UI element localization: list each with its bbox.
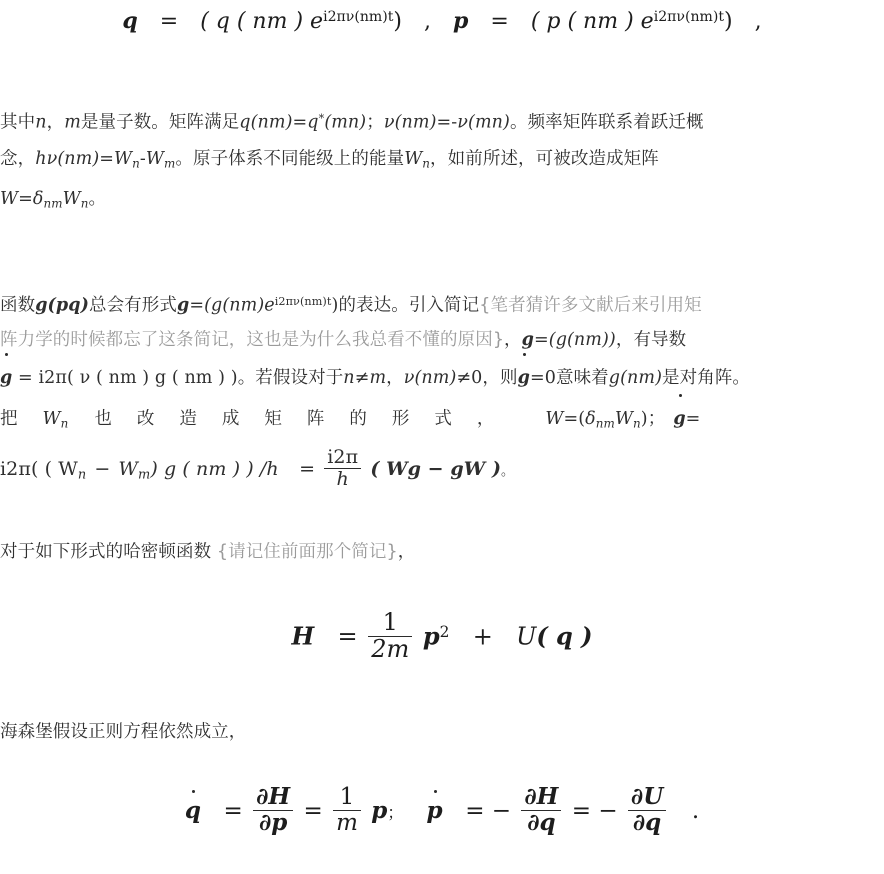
canonical-period: . <box>691 797 700 824</box>
p2l3-g2: g <box>608 368 621 388</box>
p2l3-text-a: 若假设对于 <box>255 368 344 388</box>
q-dot-symbol: q <box>184 796 201 824</box>
p1l3-W2: W <box>62 189 81 209</box>
canonical-one-over-m-fraction <box>333 785 361 836</box>
paragraph-2-line-2 <box>0 321 884 359</box>
p2-g2: g <box>176 295 190 316</box>
p2l3-equals: = <box>18 368 33 388</box>
p2l4-text-a: 把 <box>0 409 43 429</box>
equation-comma: , <box>424 9 431 34</box>
p2-equals: = <box>189 295 205 316</box>
hamiltonian-equals: = <box>337 622 358 651</box>
p3-note: {请记住前面那个简记} <box>216 542 398 562</box>
p2l3-g2-arg: (nm) <box>620 368 663 388</box>
p1-nu-2: ν <box>457 112 469 133</box>
p2l3-comma: ， <box>386 368 404 388</box>
p2l3-rhs: i2π( ν ( nm ) g ( nm ) ) <box>38 368 238 388</box>
p1-q: q <box>239 112 251 133</box>
p-symbol: p <box>453 8 469 34</box>
paragraph-3 <box>0 533 884 571</box>
q-matrix-close: ) <box>393 9 402 34</box>
paragraph-1-line-1 <box>0 100 884 142</box>
hamiltonian-frac-denominator: 2m <box>368 636 412 663</box>
p2-g: g <box>35 295 48 316</box>
p2-exponent: i2πν(nm)t <box>274 295 332 308</box>
canonical-minus-1: − <box>491 797 512 824</box>
p1l3-delta-sub: nm <box>43 196 63 211</box>
p4-text: 海森堡假设正则方程依然成立， <box>0 722 247 742</box>
p2l3-nu: ν <box>403 368 415 388</box>
canonical-dq-denominator: ∂q <box>521 810 561 836</box>
hamiltonian-p-power: 2 <box>439 622 450 641</box>
q-exponent: i2πν(nm)t <box>323 8 394 25</box>
paragraph-1-line-3 <box>0 180 884 222</box>
canonical-dp-denominator: ∂p <box>253 810 293 836</box>
commutator-period: 。 <box>501 464 515 479</box>
commutator-W2: W <box>118 458 138 480</box>
p2-rhs-close: ) <box>331 295 339 316</box>
p2l3-text-d: 是对角阵。 <box>662 368 751 388</box>
canonical-dH-numerator: ∂H <box>256 783 291 810</box>
p1l3-equals: = <box>18 189 33 209</box>
p-exponent: i2πν(nm)t <box>653 8 725 25</box>
commutator-lhs: i2π( ( W <box>0 458 78 480</box>
canonical-dU-dq-fraction <box>628 785 666 836</box>
canonical-dq-denominator-2: ∂q <box>628 810 666 836</box>
p2l4-equals-open: =( <box>563 409 586 429</box>
paragraph-2-line-4 <box>0 400 884 442</box>
commutator-W-sub-m: m <box>137 467 151 483</box>
g-dot-symbol-3: g <box>673 400 685 438</box>
p2-text-a: 函数 <box>0 295 36 316</box>
commutator-frac-numerator: i2π <box>327 446 359 469</box>
p2l4-close: )； <box>640 409 666 429</box>
p1l2-W3: W <box>404 149 423 169</box>
p1-text-a: 其中 <box>0 112 36 133</box>
p1-tail: 。频率矩阵联系着跃迁概 <box>509 112 704 133</box>
p2-text-c: 的表达。引入简记 <box>338 295 480 316</box>
p1-var-n: n <box>35 112 47 133</box>
p1-star: * <box>318 112 325 125</box>
p1l3-W2-sub: n <box>80 196 89 211</box>
g-dot-symbol: g <box>0 359 12 397</box>
p1l2-W: W <box>114 149 133 169</box>
p-matrix-close: ) <box>724 9 733 34</box>
p2l3-text-c: 意味着 <box>555 368 609 388</box>
p2l3-text-b: ，则 <box>482 368 518 388</box>
p1l3-period: 。 <box>88 189 107 209</box>
equation-commutator-line <box>0 447 884 498</box>
p2l2-equals: = <box>534 330 549 350</box>
p1l2-nu: ν <box>46 149 58 169</box>
hamiltonian-H: H <box>291 621 315 651</box>
p3-text-a: 对于如下形式的哈密顿函数 <box>0 542 212 562</box>
equation-q-p-matrices <box>0 8 884 34</box>
p2l2-text-b: ，有导数 <box>615 330 687 350</box>
equation-trailing-comma: , <box>754 9 762 34</box>
canonical-dH-dq-fraction <box>521 785 561 836</box>
p2l4-W-sub: n <box>60 416 69 431</box>
p1-equals-2: = <box>436 112 452 133</box>
commutator-fraction <box>324 447 361 489</box>
equals-sign: = <box>159 9 179 34</box>
canonical-dH-dp-fraction <box>253 785 293 836</box>
p2l3-period: 。 <box>237 368 256 388</box>
hamiltonian-fraction <box>368 610 412 663</box>
p2l2-g: g <box>521 330 534 350</box>
commutator-W-sub-n: n <box>77 467 87 483</box>
p2l2-comma: ， <box>504 330 522 350</box>
canonical-semicolon: ； <box>387 802 404 822</box>
p2l4-text-b: 也改造成矩阵的形式 <box>94 409 477 429</box>
p1-nu-1-arg: (nm) <box>394 112 437 133</box>
p1l2-h: h <box>35 149 47 169</box>
canonical-dU-numerator: ∂U <box>630 783 664 810</box>
p1l2-W-sub-n: n <box>132 156 140 171</box>
p1l2-W2: W <box>145 149 164 169</box>
p2l4-W: W <box>42 409 61 429</box>
p2-g-arg: (pq) <box>47 295 89 316</box>
p2l3-n: n <box>343 368 355 388</box>
paragraph-1-line-2 <box>0 140 884 182</box>
p-dot-symbol: p <box>426 796 443 824</box>
p1l3-delta: δ <box>32 189 44 209</box>
p1l2-minus: - <box>139 149 146 169</box>
p2l3-neq: ≠ <box>354 368 370 388</box>
hamiltonian-frac-numerator: 1 <box>382 608 398 636</box>
p2l4-delta: δ <box>585 409 596 429</box>
p2-close-brace: } <box>492 330 505 350</box>
paragraph-4 <box>0 713 884 751</box>
p-matrix-open: ( p ( nm ) e <box>530 9 654 34</box>
p2-note-line1: 笔者猜许多文献后来引用矩 <box>490 295 702 316</box>
p1l2-tail: 。原子体系不同能级上的能量 <box>175 149 405 169</box>
p2l4-W3-sub: n <box>633 416 641 431</box>
p1l2-W-sub-m: m <box>163 156 176 171</box>
commutator-gnm: ) g ( nm ) ) /h <box>150 458 279 480</box>
p1-comma: ， <box>46 112 65 133</box>
equation-canonical <box>0 785 884 836</box>
commutator-equals: = <box>299 458 316 480</box>
p1l2-W3-sub-n: n <box>422 156 431 171</box>
paragraph-2-line-3 <box>0 359 884 397</box>
p2l2-rhs: (g(nm)) <box>548 330 616 350</box>
canonical-p-symbol: p <box>371 796 388 824</box>
p2l4-W2: W <box>545 409 564 429</box>
p1l2-text-a: 念， <box>0 149 36 169</box>
p3-text-b: ， <box>397 542 416 562</box>
p2l3-nu-arg: (nm) <box>414 368 457 388</box>
canonical-m-denominator: m <box>333 810 361 836</box>
hamiltonian-plus: + <box>472 622 493 651</box>
canonical-minus-2: − <box>598 797 618 824</box>
canonical-equals-3: = <box>465 797 485 824</box>
equation-hamiltonian <box>0 610 884 663</box>
hamiltonian-U-arg: ( q ) <box>536 621 593 651</box>
canonical-equals-2: = <box>303 797 323 824</box>
p1l2-equals: = <box>99 149 115 169</box>
canonical-equals-4: = <box>571 797 591 824</box>
canonical-one-numerator: 1 <box>339 784 355 810</box>
commutator-rhs: ( Wg − gW ) <box>370 458 502 480</box>
p1-semicolon: ； <box>366 112 384 133</box>
p1-q-star: q <box>307 112 319 133</box>
canonical-dH-numerator-2: ∂H <box>524 783 559 810</box>
hamiltonian-p: p <box>422 621 440 651</box>
p1-minus: - <box>451 112 458 133</box>
q-symbol: q <box>122 8 138 34</box>
p1l2-nu-arg: (nm) <box>57 149 100 169</box>
g-dot-symbol-2: g <box>518 359 530 397</box>
hamiltonian-U: U <box>516 622 537 651</box>
p1-nu-1: ν <box>383 112 395 133</box>
paragraph-2-line-1 <box>0 283 884 325</box>
p2-rhs: (g(nm)e <box>204 295 275 316</box>
p1-q-arg: (nm) <box>250 112 293 133</box>
p2l4-delta-sub: nm <box>595 416 615 431</box>
commutator-minus: − <box>94 458 111 480</box>
p1-var-m: m <box>64 112 81 133</box>
commutator-frac-denominator: h <box>324 468 361 490</box>
p2l3-eq-zero: =0 <box>529 368 556 388</box>
p1-nu-2-arg: (mn) <box>468 112 510 133</box>
p2-open-brace: { <box>479 295 491 316</box>
p2l4-comma: ， <box>476 409 520 429</box>
p2l4-equals-end: = <box>685 409 701 429</box>
p2l3-m: m <box>369 368 387 388</box>
p1-text-c: 是量子数。矩阵满足 <box>80 112 240 133</box>
p2-note-line2: 阵力学的时候都忘了这条简记，这也是为什么我总看不懂的原因 <box>0 330 493 350</box>
p1-mn-arg: (mn) <box>324 112 367 133</box>
equals-sign-2: = <box>490 9 509 34</box>
q-matrix-open: ( q ( nm ) e <box>200 9 324 34</box>
p1-equals: = <box>292 112 308 133</box>
p2l4-W3: W <box>614 409 634 429</box>
p1l3-W: W <box>0 189 19 209</box>
p1l2-tail-2: ，如前所述，可被改造成矩阵 <box>430 149 659 169</box>
canonical-equals-1: = <box>223 797 243 824</box>
p2l3-neq-zero: ≠0 <box>456 368 483 388</box>
p2-text-b: 总会有形式 <box>88 295 177 316</box>
